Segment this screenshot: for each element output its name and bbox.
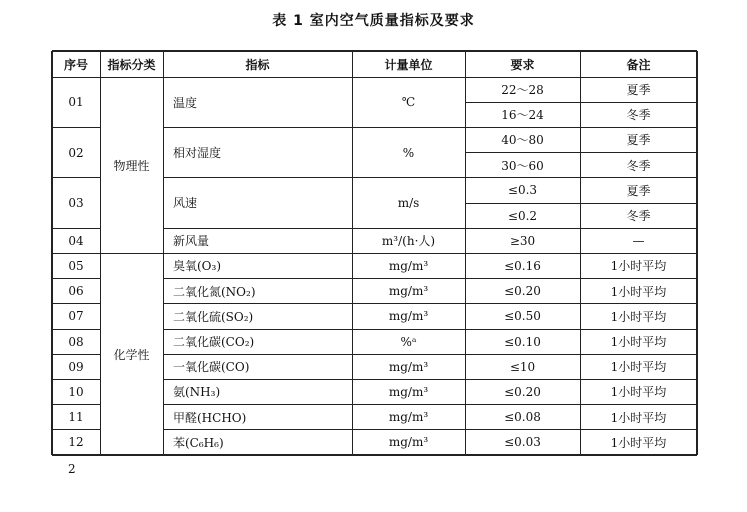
table-rule <box>52 278 100 279</box>
requirement-value: ≤10 <box>509 359 536 374</box>
requirement-value: 16～24 <box>501 108 544 123</box>
indicator-name: 一氧化碳(CO) <box>173 360 250 375</box>
header-unit: 计量单位 <box>384 57 433 72</box>
table-rule <box>52 177 100 178</box>
requirement-value: ≤0.2 <box>507 208 538 223</box>
table-rule <box>163 404 697 405</box>
requirement-value: ≤0.03 <box>504 435 541 450</box>
air-quality-table <box>52 51 697 456</box>
note: 冬季 <box>626 209 651 224</box>
table-rule <box>52 253 697 254</box>
requirement-value: ≤0.20 <box>504 384 541 399</box>
note: 1小时平均 <box>610 284 667 299</box>
row-number: 11 <box>68 410 84 425</box>
table-rule <box>465 203 697 204</box>
note: — <box>632 233 645 248</box>
indicator-name: 相对湿度 <box>173 146 222 161</box>
unit: mg/m³ <box>388 410 429 425</box>
table-rule <box>52 379 100 380</box>
table-rule <box>163 429 697 430</box>
note: 夏季 <box>626 133 651 148</box>
header-category: 指标分类 <box>107 57 156 72</box>
row-number: 08 <box>68 334 84 349</box>
row-number: 07 <box>68 309 84 324</box>
table-rule <box>163 354 697 355</box>
table-title: 表 1 室内空气质量指标及要求 <box>272 13 475 29</box>
table-rule <box>52 329 100 330</box>
unit: mg/m³ <box>388 284 429 299</box>
unit: m/s <box>397 195 420 210</box>
requirement-value: ≤0.3 <box>507 183 538 198</box>
unit: ℃ <box>401 95 416 110</box>
note: 冬季 <box>626 108 651 123</box>
page-number: 2 <box>68 462 76 476</box>
table-rule <box>465 152 697 153</box>
row-number: 09 <box>68 359 84 374</box>
unit: mg/m³ <box>388 435 429 450</box>
note: 1小时平均 <box>610 309 667 324</box>
row-number: 03 <box>68 195 84 210</box>
unit: %ᵃ <box>400 334 417 349</box>
unit: % <box>402 145 415 160</box>
note: 1小时平均 <box>610 435 667 450</box>
requirement-value: 22～28 <box>501 83 544 98</box>
row-number: 05 <box>68 258 84 273</box>
note: 冬季 <box>626 158 651 173</box>
header-indicator: 指标 <box>245 57 270 72</box>
table-rule <box>52 404 100 405</box>
requirement-value: ≤0.50 <box>504 309 541 324</box>
table-rule <box>465 102 697 103</box>
indicator-name: 二氧化碳(CO₂) <box>173 335 255 350</box>
header-requirement: 要求 <box>510 57 535 72</box>
row-number: 12 <box>68 435 84 450</box>
table-rule <box>52 454 697 456</box>
note: 夏季 <box>626 83 651 98</box>
header-note: 备注 <box>626 57 651 72</box>
table-rule <box>52 77 697 78</box>
requirement-value: 30～60 <box>501 158 544 173</box>
table-rule <box>52 127 100 128</box>
note: 1小时平均 <box>610 360 667 375</box>
indicator-name: 温度 <box>173 95 198 110</box>
note: 1小时平均 <box>610 385 667 400</box>
table-rule <box>52 429 100 430</box>
table-rule <box>52 354 100 355</box>
indicator-name: 风速 <box>173 196 198 211</box>
table-rule <box>163 379 697 380</box>
indicator-name: 甲醛(HCHO) <box>173 410 247 425</box>
note: 1小时平均 <box>610 410 667 425</box>
table-rule <box>52 303 100 304</box>
row-number: 01 <box>68 95 84 110</box>
unit: mg/m³ <box>388 258 429 273</box>
unit: mg/m³ <box>388 359 429 374</box>
row-number: 04 <box>68 233 84 248</box>
category-physical: 物理性 <box>113 158 150 173</box>
indicator-name: 氨(NH₃) <box>173 385 221 400</box>
requirement-value: ≤0.10 <box>504 334 541 349</box>
note: 1小时平均 <box>610 335 667 350</box>
table-rule <box>52 50 697 52</box>
table-rule <box>163 127 697 128</box>
row-number: 06 <box>68 284 84 299</box>
indicator-name: 臭氧(O₃) <box>173 259 222 274</box>
requirement-value: ≤0.16 <box>504 258 541 273</box>
table-rule <box>163 278 697 279</box>
note: 1小时平均 <box>610 259 667 274</box>
unit: mg/m³ <box>388 309 429 324</box>
table-rule <box>163 177 697 178</box>
header-seq: 序号 <box>63 57 88 72</box>
table-rule <box>163 228 697 229</box>
unit: m³/(h·人) <box>381 234 436 249</box>
row-number: 10 <box>68 384 84 399</box>
table-rule <box>163 329 697 330</box>
requirement-value: ≥30 <box>509 233 536 248</box>
indicator-name: 新风量 <box>173 234 210 249</box>
note: 夏季 <box>626 183 651 198</box>
requirement-value: ≤0.20 <box>504 284 541 299</box>
unit: mg/m³ <box>388 384 429 399</box>
category-chemical: 化学性 <box>113 347 150 362</box>
table-rule <box>52 228 100 229</box>
indicator-name: 二氧化氮(NO₂) <box>173 284 256 299</box>
indicator-name: 苯(C₆H₆) <box>173 435 224 450</box>
requirement-value: ≤0.08 <box>504 410 541 425</box>
row-number: 02 <box>68 145 84 160</box>
requirement-value: 40～80 <box>501 133 544 148</box>
table-rule <box>163 303 697 304</box>
indicator-name: 二氧化硫(SO₂) <box>173 309 254 324</box>
